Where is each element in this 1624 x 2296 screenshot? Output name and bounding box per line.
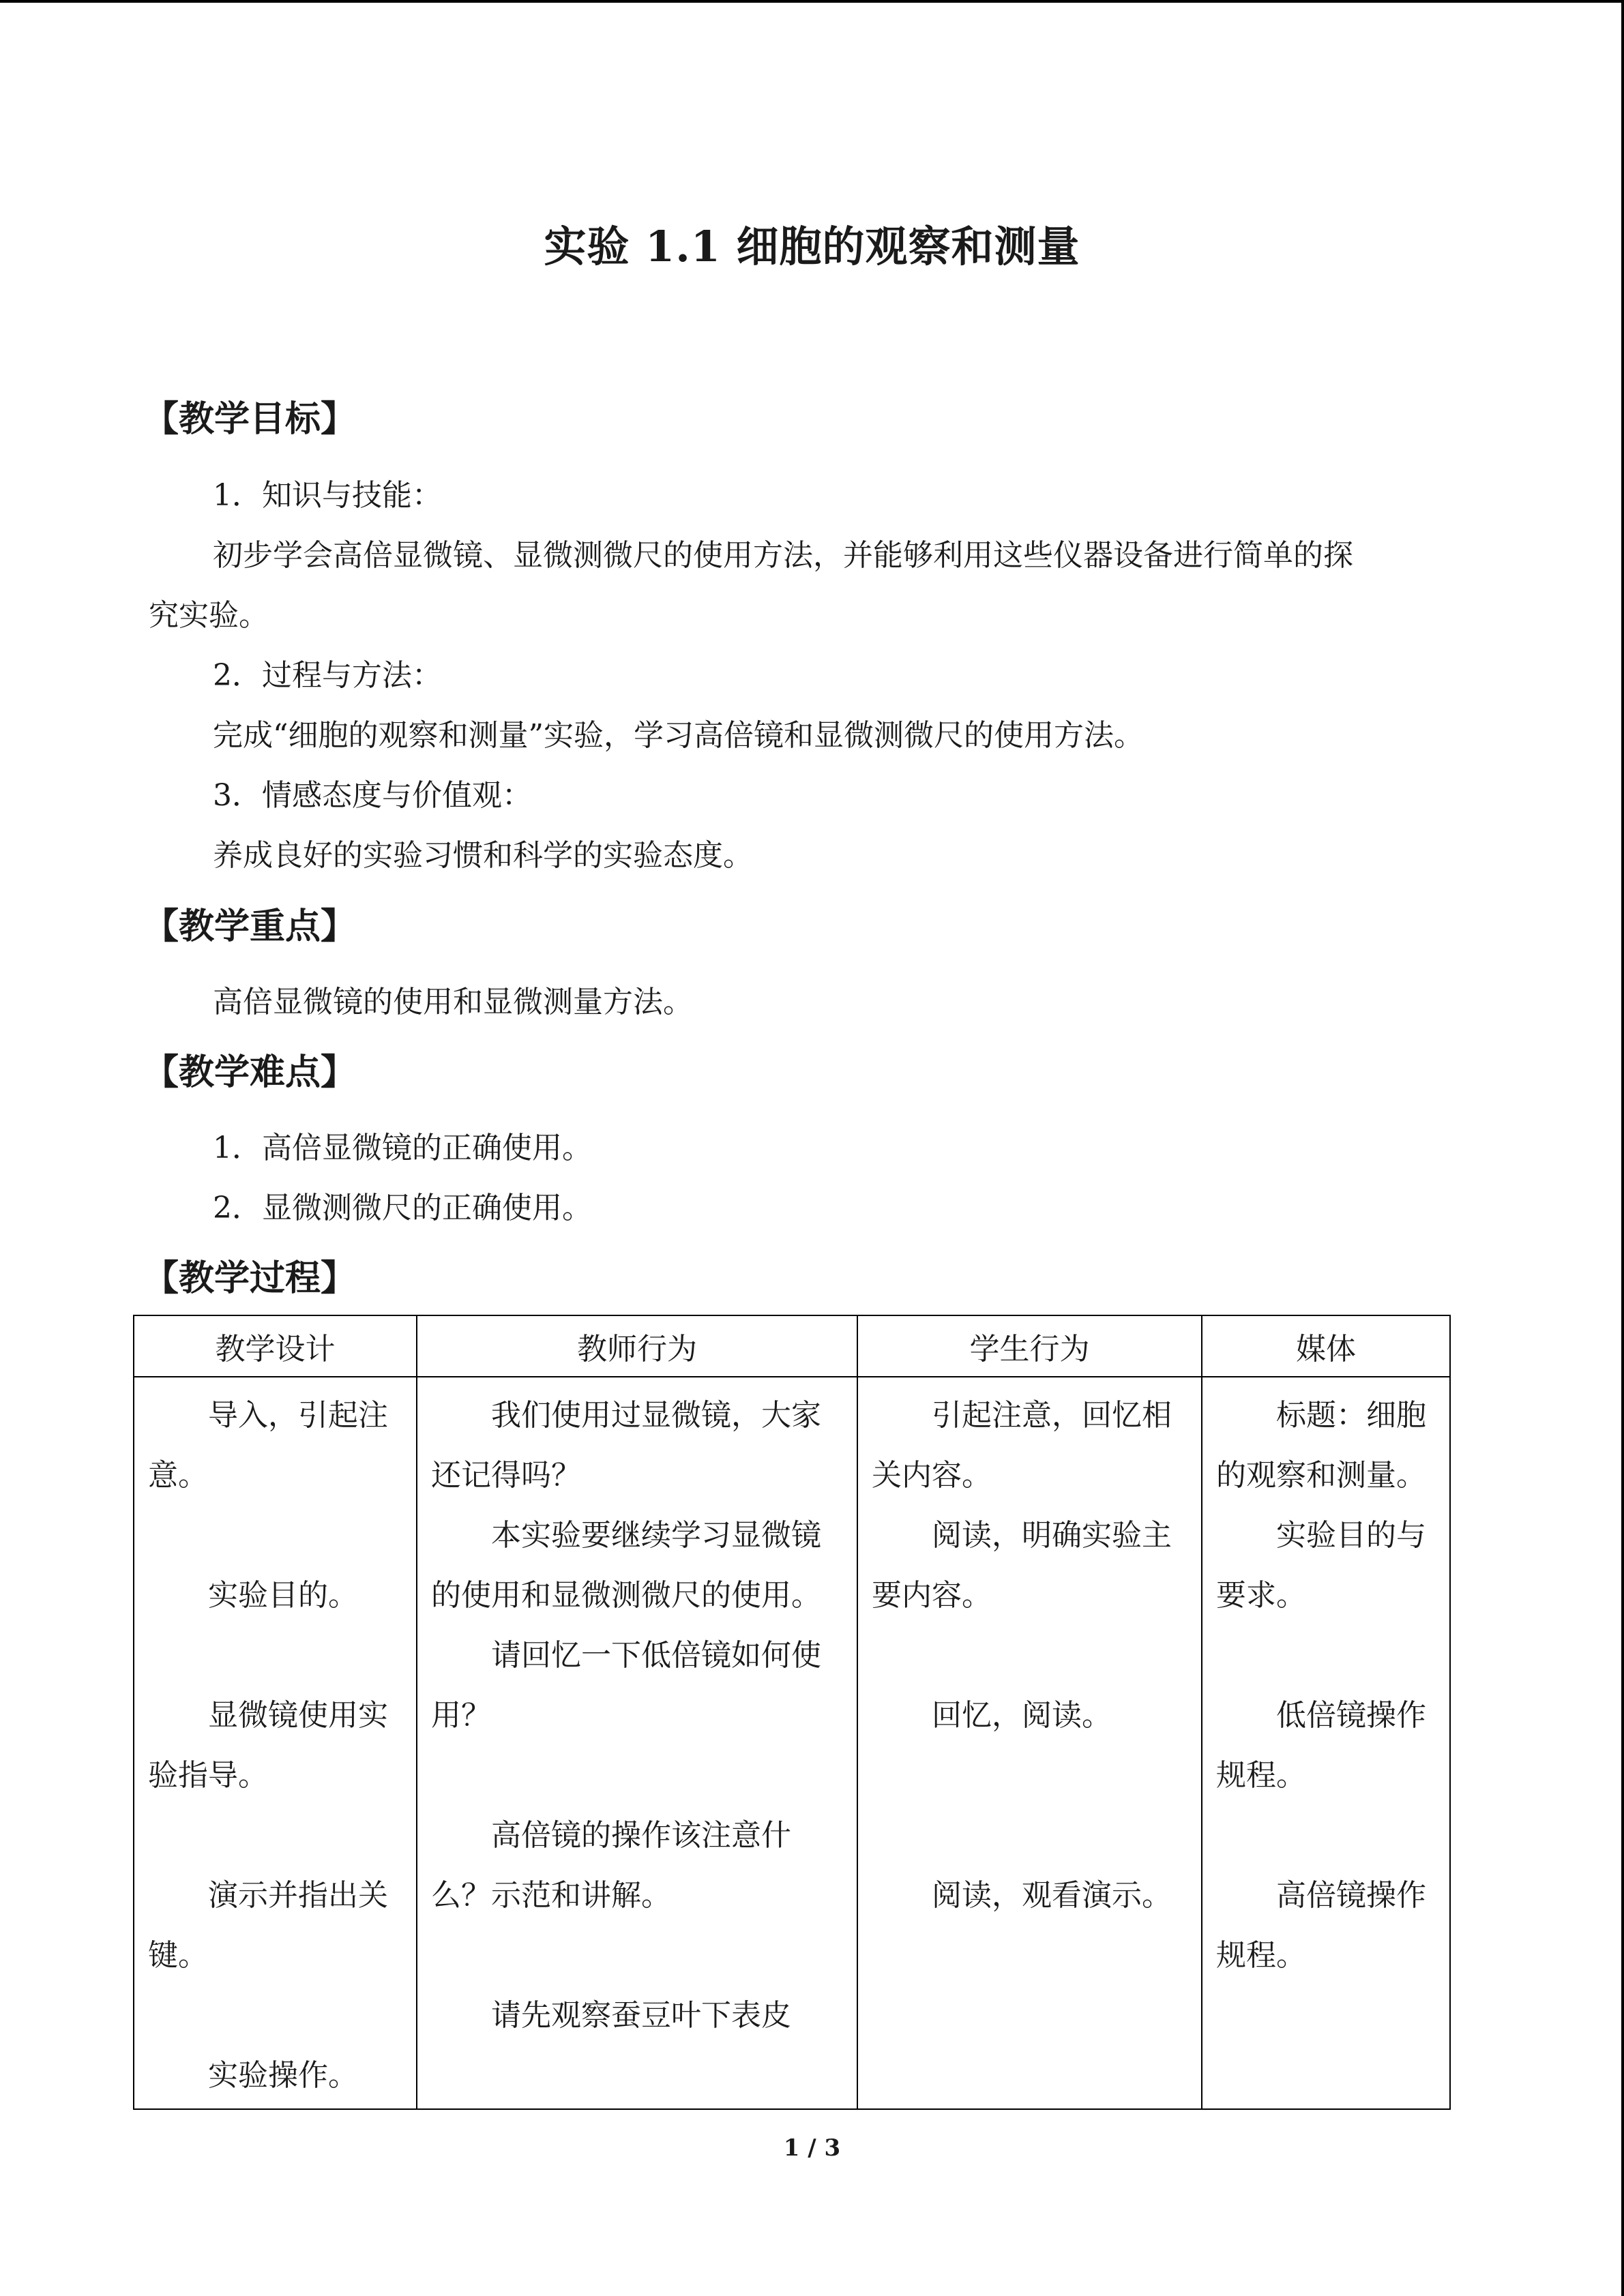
column-header-media: 媒体 bbox=[1202, 1315, 1450, 1377]
page-top-border bbox=[0, 0, 1624, 3]
teacher-item: 本实验要继续学习显微镜的使用和显微测微尺的使用。 bbox=[431, 1518, 821, 1613]
difficulty-1: 1．高倍显微镜的正确使用。 bbox=[213, 1131, 592, 1165]
objectives-heading: 【教学目标】 bbox=[143, 398, 357, 440]
objective-1-line-1: 初步学会高倍显微镜、显微测微尺的使用方法，并能够利用这些仪器设备进行简单的探 bbox=[213, 538, 1353, 573]
teacher-item: 我们使用过显微镜，大家还记得吗？ bbox=[431, 1398, 821, 1493]
teacher-item: 请先观察蚕豆叶下表皮 bbox=[491, 1998, 791, 2033]
page-title: 实验 1.1 细胞的观察和测量 bbox=[544, 222, 1080, 271]
difficulties-heading: 【教学难点】 bbox=[143, 1052, 357, 1093]
media-item: 标题：细胞的观察和测量。 bbox=[1216, 1398, 1426, 1493]
teaching-process-table bbox=[133, 1315, 1451, 2110]
student-item: 引起注意，回忆相关内容。 bbox=[872, 1398, 1172, 1493]
design-cell bbox=[134, 1377, 417, 2109]
media-cell bbox=[1202, 1377, 1450, 2109]
student-item: 阅读，观看演示。 bbox=[932, 1878, 1172, 1913]
media-item: 实验目的与要求。 bbox=[1216, 1518, 1426, 1613]
page-number: 1 / 3 bbox=[783, 2134, 841, 2162]
process-heading: 【教学过程】 bbox=[143, 1257, 357, 1299]
design-item: 实验操作。 bbox=[208, 2058, 358, 2093]
media-item: 高倍镜操作规程。 bbox=[1216, 1878, 1426, 1973]
table-header-row bbox=[134, 1315, 1450, 1377]
teacher-cell bbox=[417, 1377, 857, 2109]
column-header-student: 学生行为 bbox=[857, 1315, 1202, 1377]
key-points-text: 高倍显微镜的使用和显微测量方法。 bbox=[213, 985, 693, 1019]
student-item: 回忆，阅读。 bbox=[932, 1698, 1112, 1733]
column-header-design: 教学设计 bbox=[134, 1315, 417, 1377]
objective-1-line-2: 究实验。 bbox=[149, 598, 269, 633]
key-points-heading: 【教学重点】 bbox=[143, 906, 357, 947]
objective-3-text: 养成良好的实验习惯和科学的实验态度。 bbox=[213, 838, 753, 873]
objective-1-title: 1．知识与技能： bbox=[213, 478, 442, 513]
objective-2-title: 2．过程与方法： bbox=[213, 658, 442, 693]
student-item: 阅读，明确实验主要内容。 bbox=[872, 1518, 1172, 1613]
design-item: 显微镜使用实验指导。 bbox=[148, 1698, 388, 1793]
page-right-border bbox=[1621, 0, 1624, 2296]
objective-2-text: 完成“细胞的观察和测量”实验，学习高倍镜和显微测微尺的使用方法。 bbox=[213, 718, 1144, 753]
student-cell bbox=[857, 1377, 1202, 2109]
teacher-item: 请回忆一下低倍镜如何使用？ bbox=[431, 1638, 821, 1733]
difficulty-2: 2．显微测微尺的正确使用。 bbox=[213, 1191, 592, 1225]
design-item: 导入，引起注意。 bbox=[148, 1398, 388, 1493]
design-item: 实验目的。 bbox=[208, 1578, 358, 1613]
column-header-teacher: 教师行为 bbox=[417, 1315, 857, 1377]
table-row bbox=[134, 1377, 1450, 2109]
design-item: 演示并指出关键。 bbox=[148, 1878, 388, 1973]
objective-3-title: 3．情感态度与价值观： bbox=[213, 778, 532, 813]
media-item: 低倍镜操作规程。 bbox=[1216, 1698, 1426, 1793]
teacher-item: 高倍镜的操作该注意什么？示范和讲解。 bbox=[431, 1818, 791, 1913]
